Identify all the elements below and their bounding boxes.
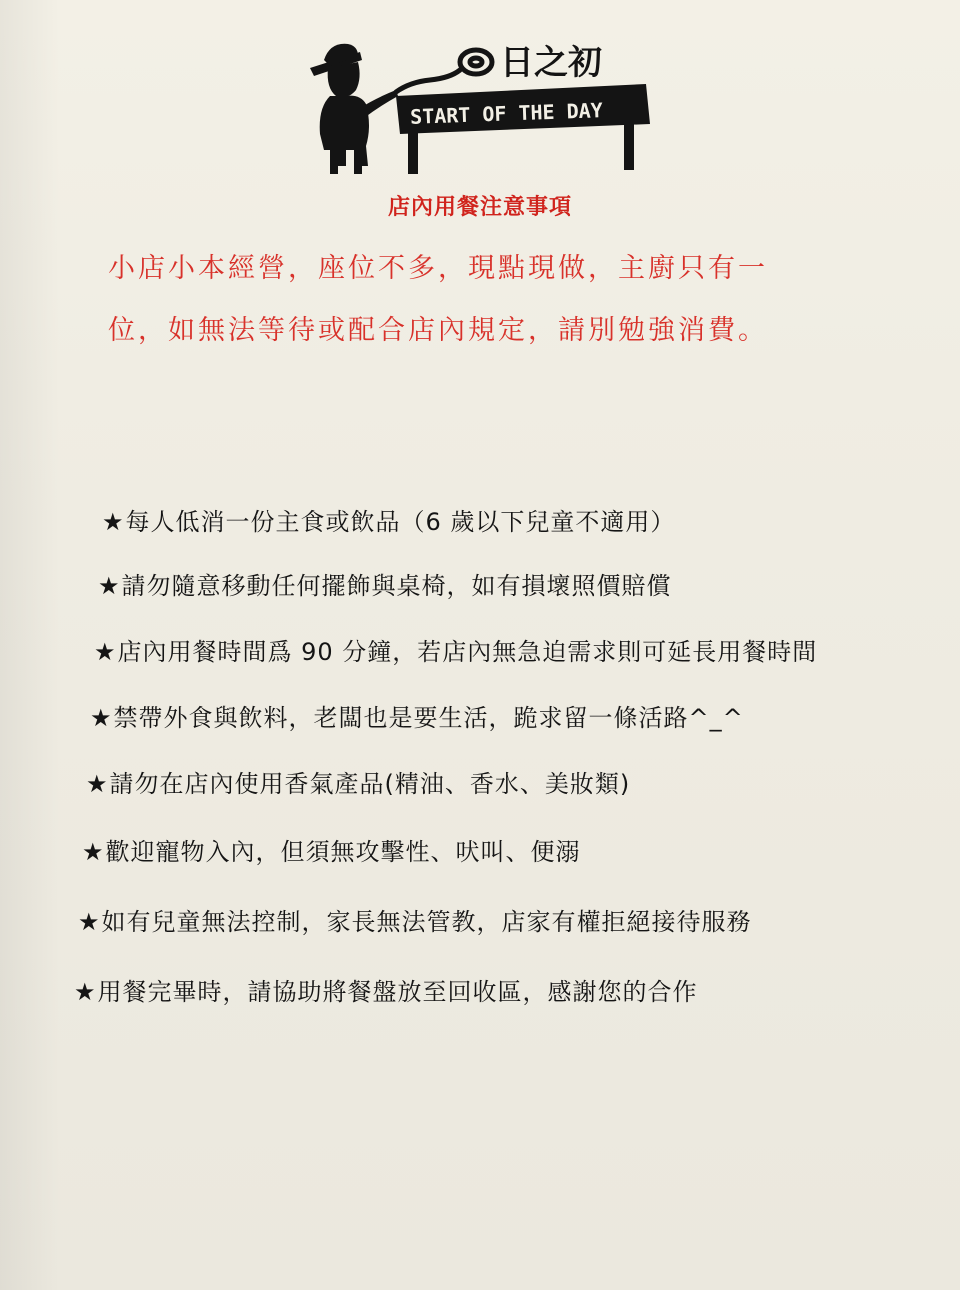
rule-text: 請勿在店內使用香氣產品(精油、香水、美妝類) bbox=[109, 770, 631, 798]
star-icon: ★ bbox=[74, 978, 97, 1006]
star-icon: ★ bbox=[102, 508, 125, 536]
rule-text: 禁帶外食與飲料，老闆也是要生活，跪求留一條活路^_^ bbox=[113, 704, 744, 732]
rule-item bbox=[82, 832, 581, 867]
rule-text: 如有兒童無法控制，家長無法管教，店家有權拒絕接待服務 bbox=[101, 908, 752, 936]
logo-chinese-name: 日之初 bbox=[500, 43, 602, 83]
rule-text: 店內用餐時間爲 90 分鐘，若店內無急迫需求則可延長用餐時間 bbox=[117, 638, 818, 666]
star-icon: ★ bbox=[94, 638, 117, 666]
rule-item bbox=[90, 698, 744, 733]
star-icon: ★ bbox=[86, 770, 109, 798]
star-icon: ★ bbox=[98, 572, 121, 600]
rule-item bbox=[78, 902, 752, 937]
rule-item bbox=[98, 566, 672, 601]
sign-board bbox=[396, 84, 650, 174]
star-icon: ★ bbox=[82, 838, 105, 866]
shop-logo bbox=[300, 38, 660, 178]
figure-silhouette bbox=[310, 44, 398, 174]
intro-line-1: 小店小本經營，座位不多，現點現做，主廚只有一 bbox=[108, 253, 768, 284]
star-icon: ★ bbox=[78, 908, 101, 936]
intro-line-2: 位，如無法等待或配合店內規定，請別勉強消費。 bbox=[108, 315, 768, 346]
smoke-swirl bbox=[396, 50, 492, 92]
notice-title: 店內用餐注意事項 bbox=[387, 194, 572, 220]
rule-item bbox=[94, 632, 817, 667]
rule-text: 請勿隨意移動任何擺飾與桌椅，如有損壞照價賠償 bbox=[121, 572, 672, 600]
rule-text: 每人低消一份主食或飲品（6 歲以下兒童不適用） bbox=[125, 508, 676, 536]
rule-item bbox=[86, 764, 630, 799]
rule-item bbox=[74, 972, 698, 1007]
logo-english-name: START OF THE DAY bbox=[409, 98, 604, 129]
rule-item bbox=[102, 502, 675, 537]
rule-text: 歡迎寵物入內，但須無攻擊性、吠叫、便溺 bbox=[105, 838, 581, 866]
rule-text: 用餐完畢時，請協助將餐盤放至回收區，感謝您的合作 bbox=[97, 978, 698, 1006]
star-icon: ★ bbox=[90, 704, 113, 732]
